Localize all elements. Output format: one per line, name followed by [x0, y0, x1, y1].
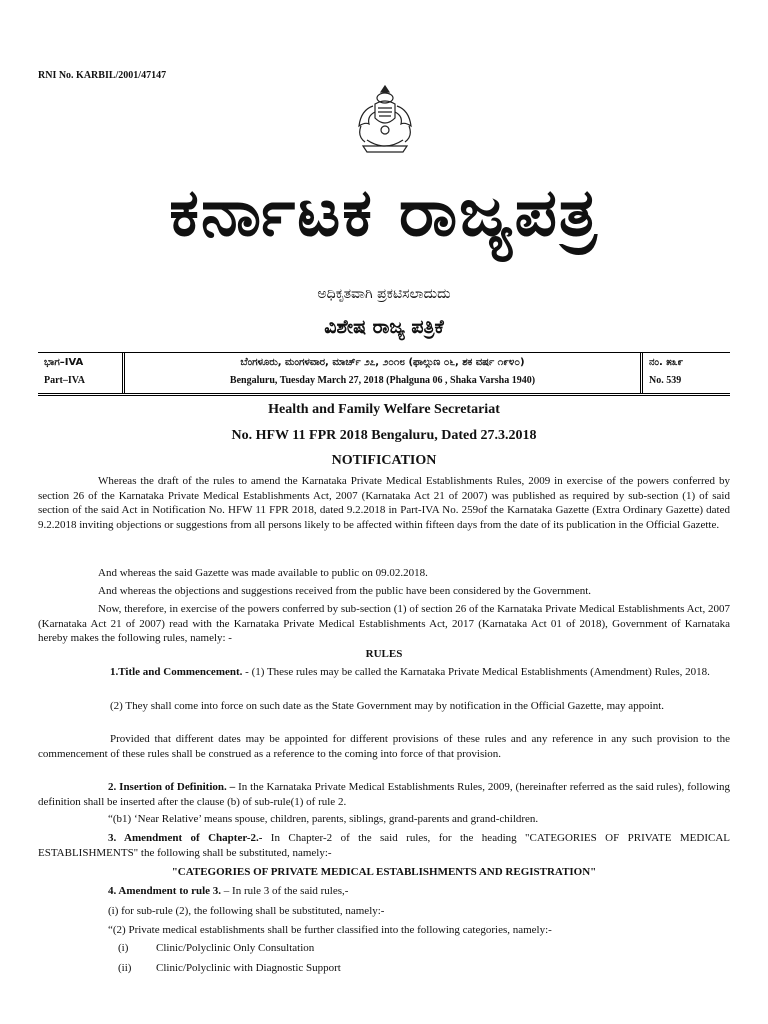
list-item: [118, 962, 341, 974]
gazette-subtitle-extraordinary: ವಿಶೇಷ ರಾಜ್ಯ ಪತ್ರಿಕೆ: [324, 316, 444, 338]
list-item-text: Clinic/Polyclinic with Diagnostic Support: [156, 962, 341, 974]
rule-1: [38, 665, 730, 680]
rule-4: [38, 884, 730, 899]
paragraph-whereas-draft: Whereas the draft of the rules to amend the Karnataka Private Medical Establishments Rules, 2009 in exercise of the powers conferred by section 26 of the Karnataka Private Medical Establishments Act, 2007 (Karnataka Act 21 of 2007) was published as required by sub-section (1) of said section of the said Act in Notification No. HFW 11 FPR 2018, dated 9.2.2018 in Part-IVA No. 259of the Karnataka Gazette (Extra Ordinary Gazette) dated 9.2.2018 inviting objections or suggestions from all persons likely to be affected within fifteen days from the date of its publication in the Official Gazette.: [38, 475, 730, 531]
rule-4-text: – In rule 3 of the said rules,-: [221, 885, 349, 897]
reference-heading: No. HFW 11 FPR 2018 Bengaluru, Dated 27.3.2018: [231, 428, 537, 443]
rule-4-clause-i: (i) for sub-rule (2), the following shall be substituted, namely:-: [108, 905, 385, 917]
rule-2-text: In the Karnataka Private Medical Establishments Rules, 2009, (hereinafter referred as the said rules), following definition shall be inserted after the clause (b) of sub-rule(1) of rule 2.: [38, 781, 731, 808]
rule-3-text: In Chapter-2 of the said rules, for the heading "CATEGORIES OF PRIVATE MEDICAL ESTABLISHMENTS" the following shall be substituted, namely:-: [38, 832, 730, 859]
state-emblem-icon: [345, 82, 425, 156]
date-english: Bengaluru, Tuesday March 27, 2018 (Phalguna 06 , Shaka Varsha 1940): [229, 375, 536, 386]
rule-2-title: 2. Insertion of Definition. –: [108, 781, 236, 793]
rni-number: RNI No. KARBIL/2001/47147: [38, 70, 167, 81]
list-item: [118, 942, 314, 954]
issue-number-cell: [643, 353, 730, 393]
rule-2: [38, 780, 730, 809]
date-cell: [125, 353, 643, 393]
department-heading: Health and Family Welfare Secretariat: [268, 402, 500, 417]
rule-1-proviso: Provided that different dates may be appointed for different provisions of these rules and any reference in any such provision to the commencement of these rules shall be construed as a reference to the coming into force of that provision.: [38, 733, 730, 760]
list-marker: (ii): [118, 962, 132, 974]
part-english: Part–IVA: [44, 375, 85, 386]
gazette-title: ಕರ್ನಾಟಕ ರಾಜ್ಯಪತ್ರ: [169, 174, 599, 251]
gazette-info-bar: [38, 352, 730, 396]
list-marker: (i): [118, 942, 129, 954]
part-kannada: ಭಾಗ–IVA: [44, 357, 84, 368]
rule-1-text: - (1) These rules may be called the Karnataka Private Medical Establishments (Amendment) Rules, 2018.: [242, 666, 710, 678]
notification-heading: NOTIFICATION: [331, 453, 437, 468]
gazette-subtitle-official: ಅಧಿಕೃತವಾಗಿ ಪ್ರಕಟಿಸಲಾದುದು: [317, 286, 451, 302]
rule-1-subrule-2: (2) They shall come into force on such date as the State Government may by notification in the Official Gazette, may appoint.: [110, 700, 665, 712]
categories-heading: "CATEGORIES OF PRIVATE MEDICAL ESTABLISHMENTS AND REGISTRATION": [171, 866, 597, 878]
rule-4-title: 4. Amendment to rule 3.: [108, 885, 222, 897]
date-kannada: ಬೆಂಗಳೂರು, ಮಂಗಳವಾರ, ಮಾರ್ಚ್ ೨೭, ೨೦೧೮ (ಫಾಲ್ಗುಣ ೦೬, ಶಕ ವರ್ಷ ೧೯೪೦): [240, 357, 525, 368]
part-cell: [38, 353, 125, 393]
rule-3-title: 3. Amendment of Chapter-2.-: [108, 832, 263, 844]
rule-1-title: 1.Title and Commencement.: [110, 666, 243, 678]
rule-3: [38, 831, 730, 860]
rules-heading: RULES: [365, 648, 403, 660]
list-item-text: Clinic/Polyclinic Only Consultation: [156, 942, 315, 954]
paragraph-objections: And whereas the objections and suggestions received from the public have been considered by the Government.: [98, 585, 592, 597]
rule-4-subrule-2: “(2) Private medical establishments shall be further classified into the following categories, namely:-: [108, 924, 552, 936]
number-english: No. 539: [649, 375, 682, 386]
number-kannada: ನಂ. ೫೩೯: [649, 357, 684, 368]
rule-2-definition: “(b1) ‘Near Relative’ means spouse, children, parents, siblings, grand-parents and grand-children.: [108, 813, 539, 825]
paragraph-gazette-available: And whereas the said Gazette was made available to public on 09.02.2018.: [98, 567, 428, 579]
paragraph-now-therefore: Now, therefore, in exercise of the powers conferred by sub-section (1) of section 26 of the Karnataka Private Medical Establishments Act, 2007 (Karnataka Act 21 of 2007) read with the Karnataka Private Medical Establishments Act, 2017 (Karnataka Act 01 of 2018), Government of Karnataka hereby makes the following rules, namely: -: [38, 603, 730, 644]
